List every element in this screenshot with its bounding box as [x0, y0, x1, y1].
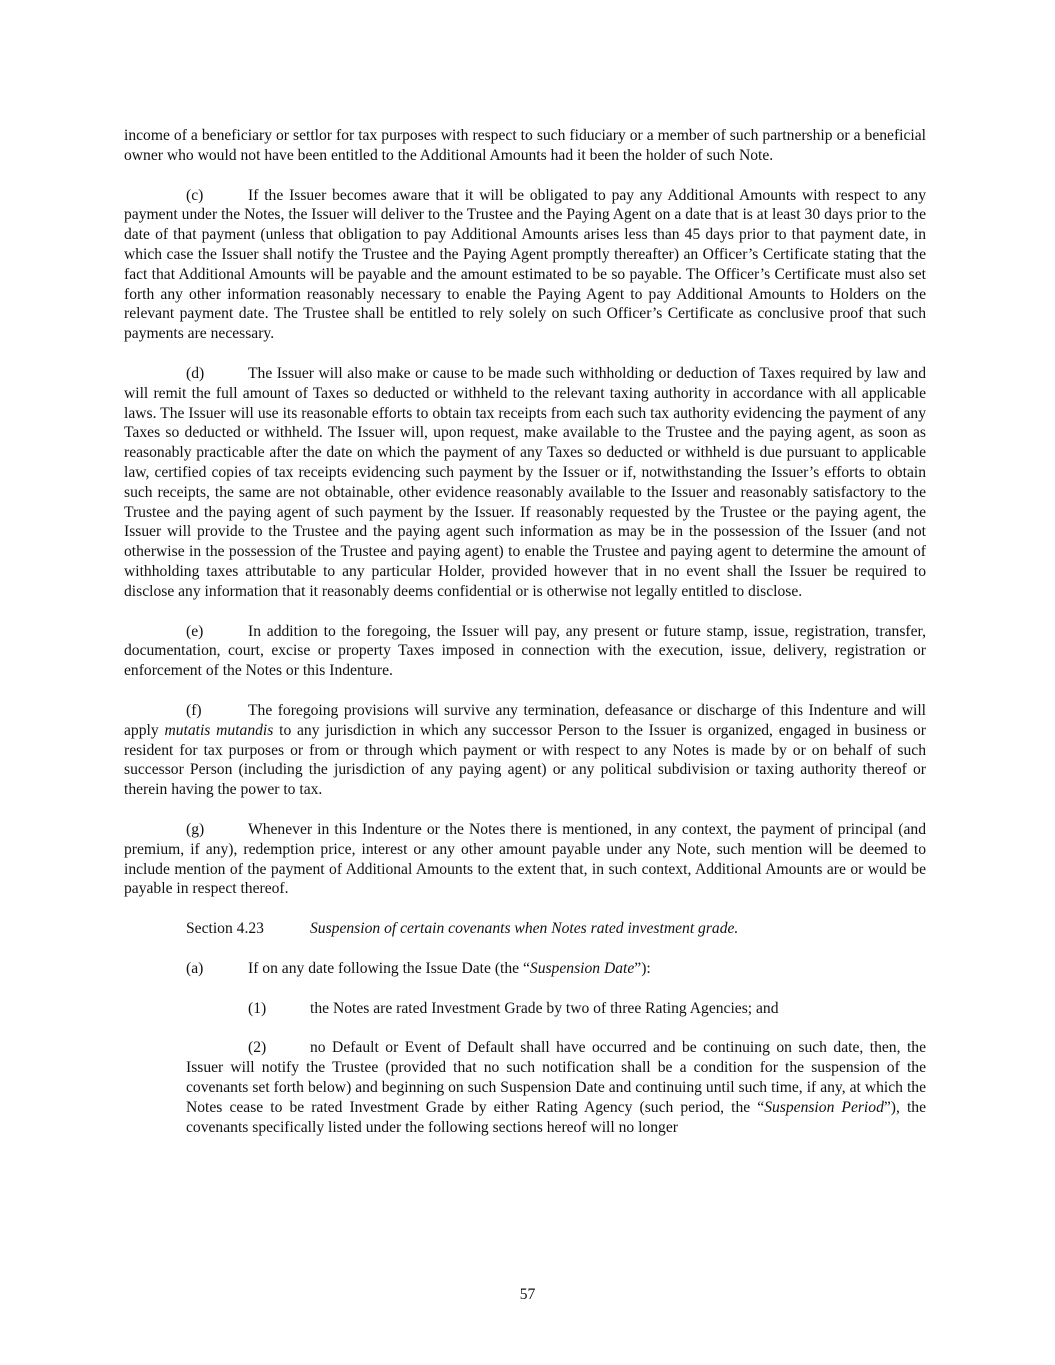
paragraph-g-label: (g) — [186, 820, 205, 838]
paragraph-g-text: Whenever in this Indenture or the Notes there is mentioned, in any context, the payment of principal (and premium, if any), redemption price, interest or any other amount payable under any Note, such mention will be deemed to include mention of the payment of Additional Amounts to the extent that, in such context, Additional Amounts are or would be payable in respect thereof. — [124, 820, 926, 898]
paragraph-f-text-before: The foregoing provisions will survive any termination, defeasance or discharge of this Indenture and will apply — [124, 701, 926, 739]
section-heading — [186, 919, 926, 939]
paragraph-e — [124, 622, 926, 681]
item-1 — [248, 999, 926, 1019]
paragraph-c-label: (c) — [186, 186, 204, 204]
item-2-label: (2) — [248, 1039, 267, 1057]
paragraph-f-italic: mutatis mutandis — [164, 721, 274, 739]
paragraph-c-text: If the Issuer becomes aware that it will be obligated to pay any Additional Amounts with respect to any payment under the Notes, the Issuer will deliver to the Trustee and the Paying Agent on a date that is at least 30 days prior to the date of that payment (unless that obligation to pay Additional Amounts arises less than 45 days prior to that payment date, in which case the Issuer shall notify the Trustee and the Paying Agent promptly thereafter) an Officer’s Certificate stating that the fact that Additional Amounts will be payable and the amount estimated to be so payable. The Officer’s Certificate must also set forth any other information reasonably necessary to enable the Paying Agent to pay Additional Amounts to Holders on the relevant payment date. The Trustee shall be entitled to rely solely on such Officer’s Certificate as conclusive proof that such payments are necessary. — [124, 186, 926, 343]
intro-paragraph — [124, 126, 926, 166]
paragraph-f — [124, 701, 926, 800]
section-paragraph-a-italic: Suspension Date — [529, 959, 635, 977]
paragraph-g — [124, 820, 926, 899]
section-paragraph-a-label: (a) — [186, 959, 204, 977]
section-number: Section 4.23 — [186, 920, 264, 938]
section-paragraph-a-text-before: If on any date following the Issue Date (the “ — [248, 959, 530, 977]
section-paragraph-a — [186, 959, 926, 979]
section-paragraph-a-text-after: ”): — [634, 959, 651, 977]
item-1-label: (1) — [248, 999, 267, 1017]
paragraph-d-text: The Issuer will also make or cause to be made such withholding or deduction of Taxes required by law and will remit the full amount of Taxes so deducted or withheld to the relevant taxing authority in accordance with all applicable laws. The Issuer will use its reasonable efforts to obtain tax receipts from each such tax authority evidencing the payment of any Taxes so deducted or withheld. The Issuer will, upon request, make available to the Trustee and the paying agent, as soon as reasonably practicable after the date on which the payment of any Taxes so deducted or withheld is due pursuant to applicable law, certified copies of tax receipts evidencing such payment by the Issuer or if, notwithstanding the Issuer’s efforts to obtain such receipts, the same are not obtainable, other evidence reasonably available to the Issuer and reasonably satisfactory to the Trustee and the paying agent of such payment by the Issuer. If reasonably requested by the Trustee or the paying agent, the Issuer will provide to the Trustee and the paying agent such information as may be in the possession of the Issuer (and not otherwise in the possession of the Trustee and paying agent) to enable the Trustee and paying agent to determine the amount of withholding taxes attributable to any particular Holder, provided however that in no event shall the Issuer be required to disclose any information that it reasonably deems confidential or is otherwise not legally entitled to disclose. — [124, 364, 926, 600]
paragraph-d — [124, 364, 926, 602]
item-2-italic: Suspension Period — [764, 1098, 884, 1116]
paragraph-d-label: (d) — [186, 364, 205, 382]
paragraph-f-text-after: to any jurisdiction in which any successor Person to the Issuer is organized, engaged in business or resident for tax purposes or from or through which payment or with respect to any Notes is made by or on behalf of such successor Person (including the jurisdiction of any paying agent) or any political subdivision or taxing authority thereof or therein having the power to tax. — [124, 721, 926, 799]
item-2-text-before: no Default or Event of Default shall have occurred and be continuing on such date, then, the Issuer will notify the Trustee (provided that no such notification shall be a condition for the suspension of the covenants set forth below) and beginning on such Suspension Date and continuing until such time, if any, at which the Notes cease to be rated Investment Grade by either Rating Agency (such period, the “ — [186, 1039, 926, 1116]
item-2-text-after: ”), the covenants specifically listed under the following sections hereof will no longer — [186, 1098, 926, 1136]
paragraph-c — [124, 186, 926, 344]
intro-text: income of a beneficiary or settlor for tax purposes with respect to such fiduciary or a member of such partnership or a beneficial owner who would not have been entitled to the Additional Amounts had it been the holder of such Note. — [124, 127, 926, 164]
page-number: 57 — [519, 1286, 536, 1303]
item-1-text: the Notes are rated Investment Grade by two of three Rating Agencies; and — [310, 999, 779, 1017]
paragraph-f-label: (f) — [186, 701, 202, 719]
item-2 — [186, 1038, 926, 1137]
paragraph-e-text: In addition to the foregoing, the Issuer will pay, any present or future stamp, issue, registration, transfer, documentation, court, excise or property Taxes imposed in connection with the execution, issue, delivery, registration or enforcement of the Notes or this Indenture. — [124, 622, 926, 680]
paragraph-e-label: (e) — [186, 622, 204, 640]
document-body — [124, 126, 926, 1137]
section-title: Suspension of certain covenants when Notes rated investment grade. — [310, 920, 739, 938]
